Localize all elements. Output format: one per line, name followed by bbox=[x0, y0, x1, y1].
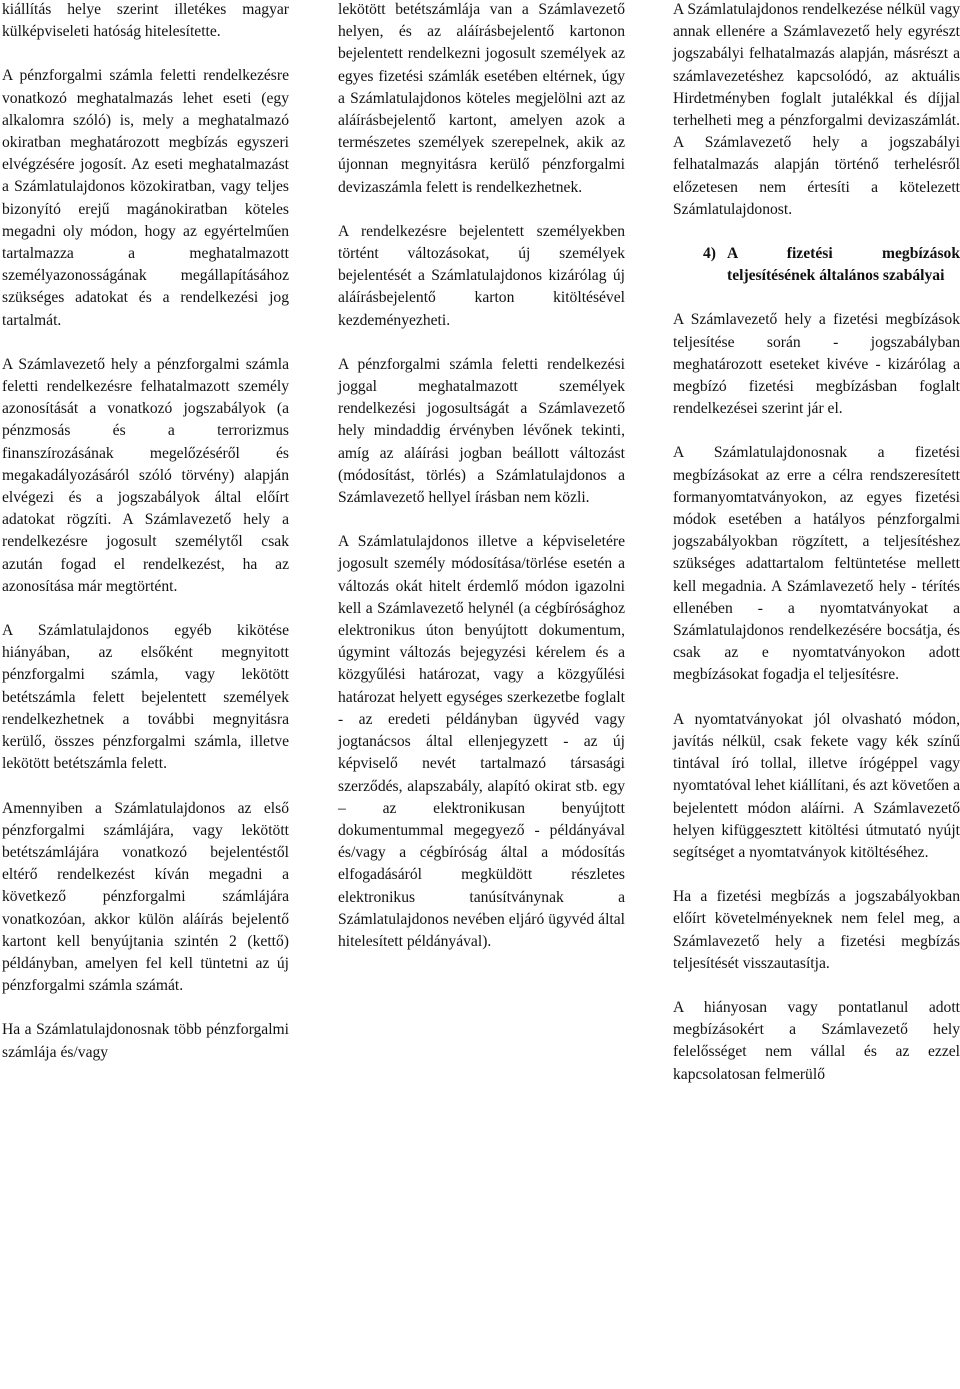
paragraph: A Számlavezető hely a fizetési megbízások teljesítése során - jogszabályban meghatározott eseteket kivéve - kizárólag a megbízó fizetési megbízásban foglalt rendelkezései szerint jár el. bbox=[673, 311, 960, 418]
paragraph: A rendelkezésre bejelentett személyekben történt változásokat, új személyek bejelentését a Számlatulajdonos kizárólag új aláírásbejelentő karton kitöltésével kezdeményezheti. bbox=[338, 222, 625, 329]
paragraph: A pénzforgalmi számla feletti rendelkezési joggal meghatalmazott személyek rendelkezési jogosultságát a Számlavezető hely mindaddig érvényben lévőnek tekinti, amíg az aláírási jogban beállott változást (módosítást, törlés) a Számlatulajdonos a Számlavezető hellyel írásban nem közli. bbox=[338, 355, 625, 507]
section-heading bbox=[673, 243, 960, 287]
paragraph: lekötött betétszámlája van a Számlavezető helyen, és az aláírásbejelentő kartonon bejelentett rendelkezni jogosult személyek az egyes fizetési számlák esetében eltérnek, úgy a Számlatulajdonos köteles megjelölni azt az aláírásbejelentő kartont, amelyen azok a természetes személyek szerepelnek, akik az újonnan megnyitásra kerülő pénzforgalmi devizaszámla felett is rendelkezhetnek. bbox=[338, 1, 625, 196]
column-left bbox=[2, 0, 289, 1086]
paragraph: Amennyiben a Számlatulajdonos az első pénzforgalmi számlájára, vagy lekötött betétszámlájára vonatkozó bejelentéstől eltérő rendelkezést kíván megadni a következő pénzforgalmi számlájára vonatkozóan, akkor külön aláírás bejelentő kartont kell benyújtania szintén 2 (kettő) példányban, amelyen fel kell tüntetni az új pénzforgalmi számla számát. bbox=[2, 799, 289, 995]
section-title: A fizetési megbízások teljesítésének általános szabályai bbox=[727, 245, 960, 285]
column-middle bbox=[338, 0, 625, 975]
paragraph: A nyomtatványokat jól olvasható módon, javítás nélkül, csak fekete vagy kék színű tintával író tollal, illetve írógéppel vagy nyomtatóval lehet kiállítani, és azt követően a bejelentett módon aláírni. A Számlavezető helyen kifüggesztett kitöltési útmutató nyújt segítséget a nyomtatványok kitöltéséhez. bbox=[673, 710, 960, 861]
paragraph: A Számlatulajdonos illetve a képviseletére jogosult személy módosítása/törlése esetén a változás okát hitelt érdemlő módon igazolni kell a Számlavezető helynél (a cégbírósághoz elektronikus úton benyújtott dokumentum, úgymint változás bejegyzési kérelem és a közgyűlési határozat, vagy a közgyűlési határozat helyett egységes szerkezetbe foglalt - az eredeti példányban ügyvéd vagy jogtanácsos által ellenjegyzett - az új képviselő nevét tartalmazó társasági szerződés, alapszabály, alapító okirat stb. egy – az elektronikusan benyújtott dokumentummal megegyező - példányával és/vagy a cégbíróság által a módosítás elfogadásáról megküldött részletes elektronikus tanúsítványnak a Számlatulajdonos nevében eljáró ügyvéd által hitelesített példányával). bbox=[338, 533, 625, 950]
paragraph: Ha a fizetési megbízás a jogszabályokban előírt követelményeknek nem felel meg, a Számlavezető hely a fizetési megbízás teljesítését visszautasítja. bbox=[673, 888, 960, 972]
paragraph: A Számlatulajdonos rendelkezése nélkül vagy annak ellenére a Számlavezető hely egyrészt jogszabályi felhatalmazás alapján, másrészt a számlavezetéshez kapcsolódó, az aktuális Hirdetményben foglalt jutalékkal és díjjal terhelheti meg a pénzforgalmi devizaszámlát. A Számlavezető hely a jogszabályi felhatalmazás alapján történő terhelésről előzetesen nem értesíti a kötelezett Számlatulajdonost. bbox=[673, 1, 960, 218]
section-number: 4) bbox=[703, 245, 716, 263]
paragraph: A Számlavezető hely a pénzforgalmi számla feletti rendelkezésre felhatalmazott személy azonosítását a vonatkozó jogszabályok (a pénzmosás és a terrorizmus finanszírozásának megelőzéséről és megakadályozásáról szóló törvény) alapján elvégezi és a jogszabályok által előírt adatokat rögzíti. A Számlavezető hely a rendelkezésre jogosult személytől csak azután fogad el rendelkezést, ha az azonosítása már megtörtént. bbox=[2, 355, 289, 595]
paragraph: A Számlatulajdonos egyéb kikötése hiányában, az elsőként megnyitott pénzforgalmi számla, vagy lekötött betétszámla felett bejelentett személyek rendelkezhetnek a további megnyitásra kerülő, összes pénzforgalmi számla, illetve lekötött betétszámla felett. bbox=[2, 622, 289, 773]
paragraph: A pénzforgalmi számla feletti rendelkezésre vonatkozó meghatalmazás lehet eseti (egy alkalomra szóló) is, mely a meghatalmazó okiratban meghatározott megbízás egyszeri elvégzésére jogosít. Az eseti meghatalmazást a Számlatulajdonos közokiratban, vagy teljes bizonyító erejű magánokiratban köteles megadni oly módon, hogy az egyértelműen tartalmazza a meghatalmazott személyazonosságának megállapításához szükséges adatokat és a rendelkezési jog tartalmát. bbox=[2, 67, 289, 329]
paragraph: Ha a Számlatulajdonosnak több pénzforgalmi számlája és/vagy bbox=[2, 1021, 289, 1061]
paragraph: A hiányosan vagy pontatlanul adott megbízásokért a Számlavezető hely felelősséget nem vállal és az ezzel kapcsolatosan felmerülő bbox=[673, 998, 960, 1083]
paragraph: kiállítás helye szerint illetékes magyar külképviseleti hatóság hitelesítette. bbox=[2, 1, 289, 41]
paragraph: A Számlatulajdonosnak a fizetési megbízásokat az erre a célra rendszeresített formanyomtatványokon, az egyes fizetési módok esetében a hatályos pénzforgalmi jogszabályokban rögzített, a teljesítéshez szükséges adattartalom feltüntetése mellett kell megadnia. A Számlavezető hely - térítés ellenében - a nyomtatványokat a Számlatulajdonos rendelkezésére bocsátja, és csak az e nyomtatványokon adott megbízásokat fogadja el teljesítésre. bbox=[673, 444, 960, 684]
column-right bbox=[673, 0, 960, 1108]
